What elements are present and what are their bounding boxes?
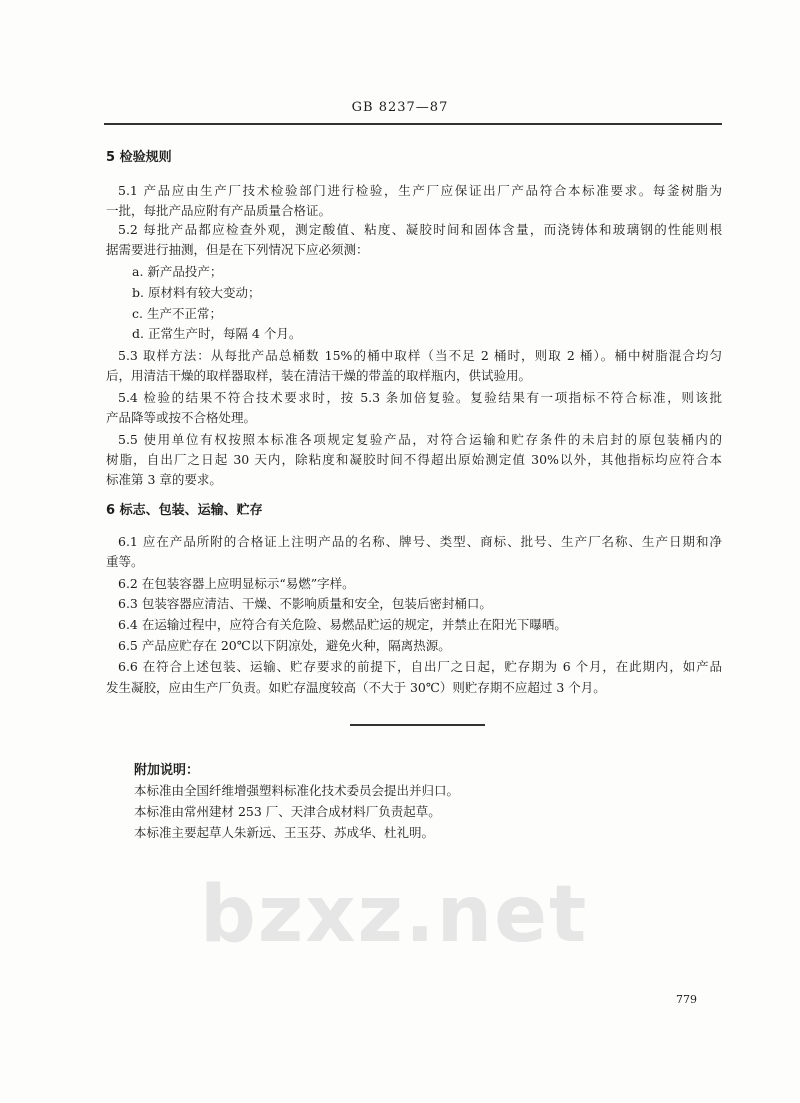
paragraph-line: d. 正常生产时，每隔 4 个月。: [132, 326, 302, 341]
notes-line: 本标准主要起草人朱新远、王玉芬、苏成华、杜礼明。: [134, 825, 435, 840]
paragraph-line: 6.6 在符合上述包装、运输、贮存要求的前提下，自出厂之日起，贮存期为 6 个月，在此期内，如产品: [118, 659, 722, 674]
paragraph-line: 重等。: [106, 554, 144, 569]
paragraph-line: 5.2 每批产品都应检查外观，测定酸值、粘度、凝胶时间和固体含量，而浇铸体和玻璃钢的性能则根: [118, 222, 722, 237]
page-header: GB 8237—87: [351, 100, 449, 115]
paragraph-line: 6.1 应在产品所附的合格证上注明产品的名称、牌号、类型、商标、批号、生产厂名称、生产日期和净: [118, 534, 722, 549]
paragraph-line: 产品降等或按不合格处理。: [106, 410, 257, 425]
paragraph-line: 6.3 包装容器应清洁、干燥、不影响质量和安全，包装后密封桶口。: [118, 596, 492, 611]
paragraph-line: 5.3 取样方法：从每批产品总桶数 15%的桶中取样（当不足 2 桶时，则取 2 桶）。桶中树脂混合均匀: [118, 348, 722, 363]
paragraph-line: 5.4 检验的结果不符合技术要求时，按 5.3 条加倍复验。复验结果有一项指标不符合标准，则该批: [118, 390, 722, 405]
paragraph-line: 后，用清洁干燥的取样器取样，装在清洁干燥的带盖的取样瓶内，供试验用。: [106, 368, 532, 383]
paragraph-line: 6.5 产品应贮存在 20℃以下阴凉处，避免火种，隔离热源。: [118, 638, 451, 653]
section-heading: 6 标志、包装、运输、贮存: [106, 503, 263, 518]
paragraph-line: c. 生产不正常；: [132, 306, 222, 321]
watermark: bzxz.net: [200, 870, 589, 960]
paragraph-line: 6.4 在运输过程中，应符合有关危险、易燃品贮运的规定，并禁止在阳光下曝晒。: [118, 617, 567, 632]
paragraph-line: 5.5 使用单位有权按照本标准各项规定复验产品，对符合运输和贮存条件的未启封的原包装桶内的: [118, 432, 722, 447]
notes-title: 附加说明：: [134, 763, 200, 778]
notes-line: 本标准由常州建材 253 厂、天津合成材料厂负责起草。: [134, 804, 441, 819]
end-divider: [350, 724, 485, 726]
paragraph-line: a. 新产品投产；: [132, 264, 223, 279]
paragraph-line: 据需要进行抽测，但是在下列情况下应必须测：: [106, 242, 369, 257]
paragraph-line: b. 原材料有较大变动；: [132, 285, 261, 300]
page-number: 779: [676, 993, 697, 1006]
paragraph-line: 树脂，自出厂之日起 30 天内，除粘度和凝胶时间不得超出原始测定值 30%以外，其他指标均应符合本: [106, 452, 722, 467]
paragraph-line: 6.2 在包装容器上应明显标示“易燃”字样。: [118, 576, 355, 591]
paragraph-line: 发生凝胶，应由生产厂负责。如贮存温度较高（不大于 30℃）则贮存期不应超过 3 个月。: [106, 680, 606, 695]
paragraph-line: 一批，每批产品应附有产品质量合格证。: [106, 203, 332, 218]
header-rule: [104, 123, 722, 125]
notes-line: 本标准由全国纤维增强塑料标准化技术委员会提出并归口。: [134, 783, 460, 798]
paragraph-line: 标准第 3 章的要求。: [106, 472, 222, 487]
paragraph-line: 5.1 产品应由生产厂技术检验部门进行检验，生产厂应保证出厂产品符合本标准要求。每釜树脂为: [118, 183, 722, 198]
section-heading: 5 检验规则: [106, 150, 172, 165]
